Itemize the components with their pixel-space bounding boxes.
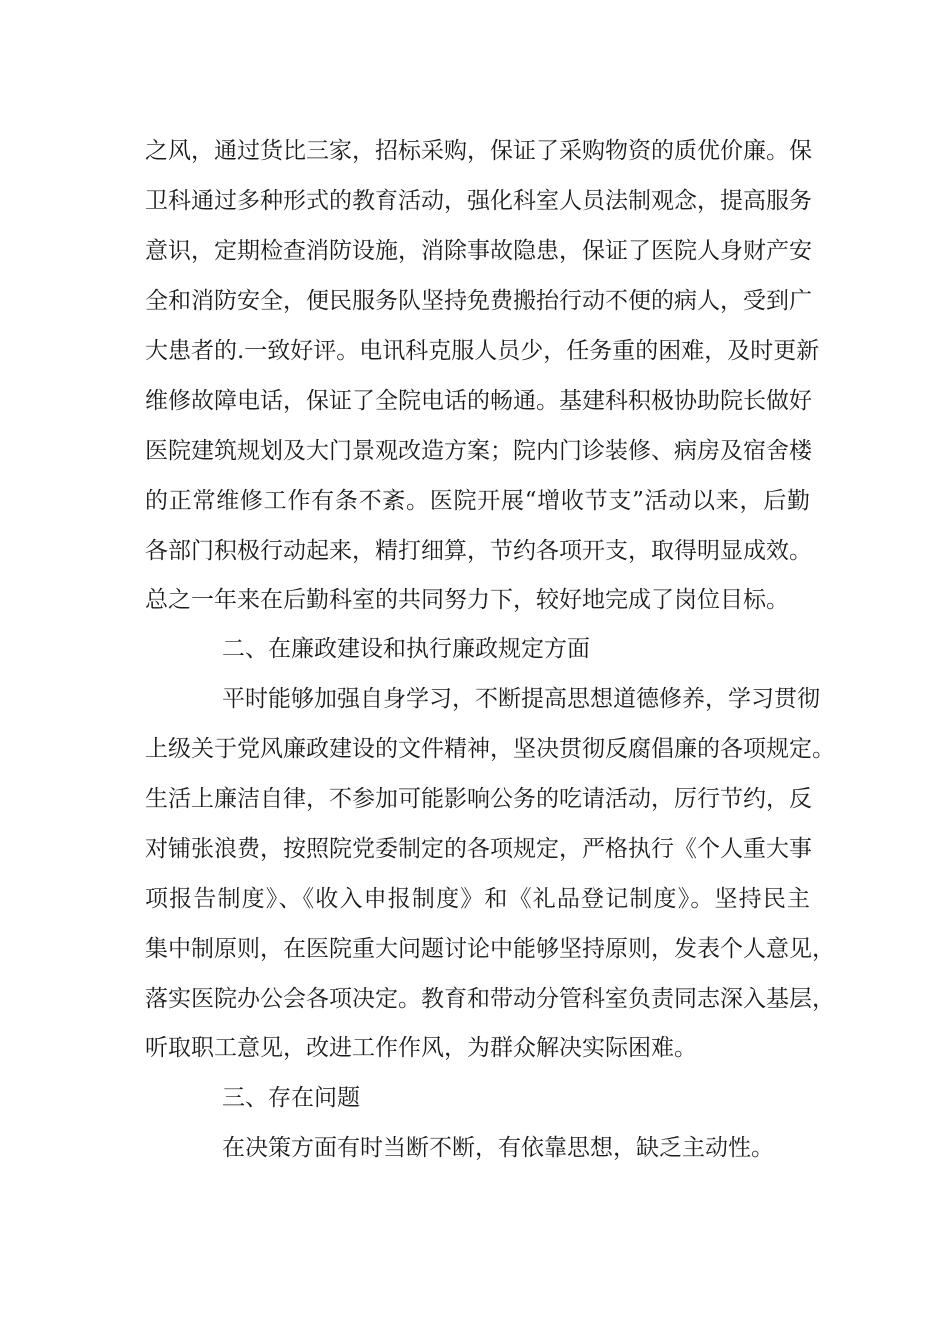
- body-text-line: 卫科通过多种形式的教育活动，强化科室人员法制观念，提高服务: [145, 188, 812, 214]
- body-text-line: 生活上廉洁自律，不参加可能影响公务的吃请活动，厉行节约，反: [145, 786, 812, 812]
- body-text-line: 对铺张浪费，按照院党委制定的各项规定，严格执行《个人重大事: [145, 836, 812, 862]
- body-text-line: 上级关于党风廉政建设的文件精神，坚决贯彻反腐倡廉的各项规定。: [145, 736, 835, 762]
- body-text-line: 总之一年来在后勤科室的共同努力下，较好地完成了岗位目标。: [145, 587, 789, 613]
- body-text-line: 在决策方面有时当断不断，有依靠思想，缺乏主动性。: [222, 1135, 774, 1161]
- section-heading: 二、在廉政建设和执行廉政规定方面: [222, 636, 590, 662]
- body-text-line: 听取职工意见，改进工作作风，为群众解决实际困难。: [145, 1035, 697, 1061]
- body-text-line: 集中制原则，在医院重大问题讨论中能够坚持原则，发表个人意见，: [145, 936, 835, 962]
- section-heading: 三、存在问题: [222, 1085, 360, 1111]
- body-text-line: 全和消防安全，便民服务队坚持免费搬抬行动不便的病人，受到广: [145, 288, 812, 314]
- body-text-line: 意识，定期检查消防设施，消除事故隐患，保证了医院人身财产安: [145, 238, 812, 264]
- body-text-line: 平时能够加强自身学习，不断提高思想道德修养，学习贯彻: [222, 686, 820, 712]
- body-text-line: 的正常维修工作有条不紊。医院开展“增收节支”活动以来，后勤: [145, 488, 810, 514]
- body-text-line: 各部门积极行动起来，精打细算，节约各项开支，取得明显成效。: [145, 538, 812, 564]
- body-text-line: 医院建筑规划及大门景观改造方案；院内门诊装修、病房及宿舍楼: [145, 438, 812, 464]
- body-text-line: 维修故障电话，保证了全院电话的畅通。基建科积极协助院长做好: [145, 388, 812, 414]
- body-text-line: 大患者的.一致好评。电讯科克服人员少，任务重的困难，及时更新: [145, 338, 820, 364]
- body-text-line: 之风，通过货比三家，招标采购，保证了采购物资的质优价廉。保: [145, 138, 812, 164]
- body-text-line: 项报告制度》、《收入申报制度》和《礼品登记制度》。坚持民主: [145, 886, 810, 912]
- body-text-line: 落实医院办公会各项决定。教育和带动分管科室负责同志深入基层，: [145, 986, 835, 1012]
